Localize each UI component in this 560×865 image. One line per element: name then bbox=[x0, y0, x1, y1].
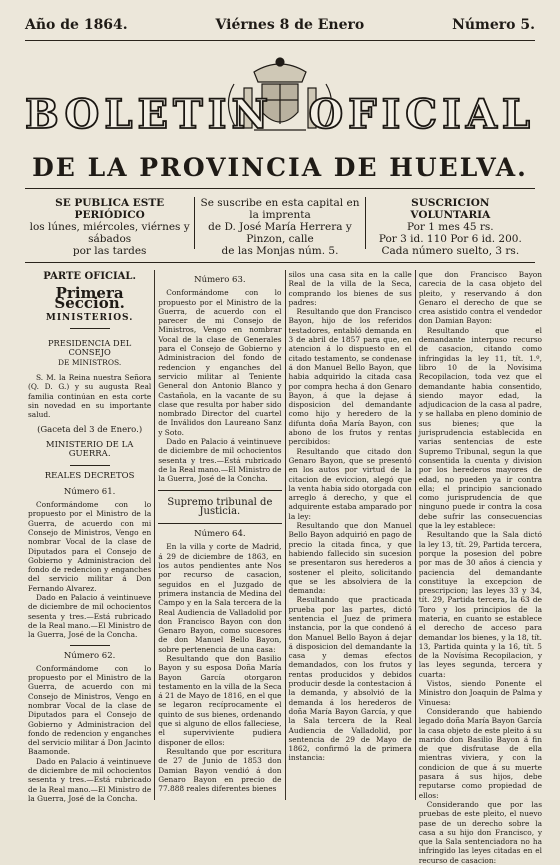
heading-ministerios: MINISTERIOS. bbox=[45, 312, 134, 323]
paragraph: En la villa y corte de Madrid, á 29 de diciembre de 1863, en los autos pendientes ante Nos por recurso de casacion, seguidos en el Juzgado de primera instancia de Medina del Campo y en la Sala tercera de la Real Audiencia de Valladolid por don Francisco Bayon con don Genaro Bayon, como sucesores de don Manuel Bello Bayon, sobre pertenencia de una casa: bbox=[158, 542, 282, 654]
paragraph: Considerando que por las pruebas de este pleito, el nuevo pase de un derecho sobre la casa a su hijo don Francisco, y que la Sala sentenciadora no ha infringido las leyes citadas en el recurso de casacion: bbox=[418, 799, 542, 865]
column-1 bbox=[25, 270, 154, 803]
header-date: Viérnes 8 de Enero bbox=[215, 17, 365, 33]
masthead bbox=[25, 88, 535, 140]
header-topline bbox=[25, 17, 535, 35]
header-number: Número 5. bbox=[452, 17, 535, 33]
paragraph: Conformándome con lo propuesto por el Ministro de la Guerra, de acuerdo con el parecer de mi Consejo de Ministros, Vengo en nombrar Vocal de la clase de Generales para el Consejo de Gobierno y Administracion del fondo de redencion y enganches del servicio militar al Teniente General don Antonio Blanco y Castañola, en la vacante de su clase que resulta por haber sido nombrado Director del cuartel de Inválidos don Laureano Sanz y Soto. bbox=[158, 288, 282, 437]
paragraph: Conformándome con lo propuesto por el Ministro de la Guerra, de acuerdo con mi Consejo de Ministros, Vengo en nombrar Vocal de la clase de Diputados para el Consejo de Gobierno y Administracion del fondo de redencion y enganches del servicio militar á Don Jacinto Baamonde. bbox=[28, 663, 152, 757]
decree-number: Número 61. bbox=[63, 486, 116, 497]
paragraph: Resultando que practicada prueba por las partes, dictó sentencia el Juez de primera instancia, por la que condenó á don Manuel Bello Bayon á dejar á disposicion del demandante la casa y demas efectos demandados, con los frutos y rentas producidos y debidos producir desde la contestacion á la demanda, y absolvió de la demanda á los herederos de doña María Bayon García, y que la Sala tercera de la Real Audiencia de Valladolid, por sentencia de 29 de Mayo de 1862, confirmó la de primera instancia: bbox=[288, 595, 412, 763]
divider bbox=[70, 328, 110, 329]
heading-reales-decretos: REALES DECRETOS bbox=[44, 471, 135, 482]
column-2 bbox=[154, 270, 284, 800]
paragraph: Dado en Palacio á veintinueve de diciembre de mil ochocientos sesenta y tres.—Está rubricado de la Real mano.—El Ministro de la Guerra, José de la Concha. bbox=[28, 593, 152, 640]
info-line: Se suscribe en esta capital en la imprenta bbox=[200, 197, 360, 221]
info-line: SUSCRICION VOLUNTARIA bbox=[410, 197, 491, 221]
masthead-title-right: OFICIAL bbox=[308, 90, 535, 138]
decree-number: Número 64. bbox=[194, 529, 246, 540]
heading-parte-oficial: PARTE OFICIAL. bbox=[43, 271, 136, 282]
paragraph: Resultando que citado don Genaro Bayon, que se presentó en los autos por virtud de la citacion de eviccion, alegó que la venta habia sido otorgada con arreglo á derecho, y que el adquirente estaba amparado por la ley: bbox=[288, 446, 412, 521]
publication-schedule bbox=[25, 197, 194, 257]
info-line: Por 1 mes 45 rs. bbox=[406, 221, 494, 233]
paragraph: S. M. la Reina nuestra Señora (Q. D. G.) y su augusta Real familia continúan en esta corte sin novedad en su importante salud. bbox=[28, 373, 152, 420]
gaceta-reference: (Gaceta del 3 de Enero.) bbox=[37, 424, 143, 435]
subscription-info bbox=[25, 197, 535, 257]
heading-presidencia: PRESIDENCIA DEL CONSEJO bbox=[47, 338, 132, 358]
divider bbox=[70, 465, 110, 466]
decree-number: Número 63. bbox=[194, 275, 246, 285]
paragraph: silos una casa sita en la calle Real de la villa de la Seca, comprando los bienes de sus padres: bbox=[288, 270, 412, 307]
info-line: SE PUBLICA ESTE PERIÓDICO bbox=[55, 197, 165, 221]
heading-primera-seccion: Primera Seccion. bbox=[54, 284, 125, 312]
info-line: de las Monjas núm. 5. bbox=[221, 245, 339, 257]
info-line: los lúnes, miércoles, viérnes y sábados bbox=[29, 221, 190, 245]
header-rule-bottom bbox=[25, 262, 535, 263]
info-line: de D. José María Herrera y Pinzon, calle bbox=[208, 221, 352, 245]
subscription-prices bbox=[365, 197, 535, 257]
header-rule-top bbox=[25, 40, 535, 41]
paragraph: que don Francisco Bayon carecia de la casa objeto del pleito, y reservando á don Genaro el derecho de que se crea asistido contra el vendedor don Damian Bayon: bbox=[418, 270, 542, 326]
paragraph: Resultando que don Manuel Bello Bayon adquirió en pago de precio la citada finca, y que habiendo fallecido sin sucesion se presentaron sus herederos a sostener el pleito, solicitando que se les absolviera de la demanda: bbox=[288, 521, 412, 596]
info-line: por las tardes bbox=[72, 245, 147, 257]
column-3 bbox=[285, 270, 415, 800]
header-year: Año de 1864. bbox=[25, 17, 128, 33]
section-box bbox=[158, 490, 281, 525]
paragraph: Resultando que por escritura de 27 de Junio de 1853 don Damian Bayon vendió á don Genaro Bayon en precio de 77.888 reales diferentes bienes bbox=[158, 746, 282, 794]
heading-de-ministros: DE MINISTROS. bbox=[58, 357, 122, 367]
header-rule-middle bbox=[25, 188, 535, 189]
article-columns bbox=[25, 270, 545, 865]
heading-supremo-tribunal: Supremo tribunal de Justicia. bbox=[167, 496, 273, 517]
paragraph: Resultando que la Sala dictó la ley 13, tít. 29, Partida tercera, porque la posesion del pobre por mas de 30 años á ciencia y paciencia del demandante constituye la excepcion de prescripcion; las leyes 33 y 34, tít. 29, Partida tercera, la 63 de Toro y los principios de la materia, en cuanto se establece el derecho de acceso para demandar los bienes, y la 18, tít. 13, Partida quinta y la 16, tít. 5 de la Novísima Recopilacion, y las leyes segunda, tercera y cuarta: bbox=[418, 530, 542, 679]
column-4 bbox=[415, 270, 545, 865]
subscription-location bbox=[194, 197, 364, 257]
masthead-title-left: BOLETIN bbox=[25, 90, 274, 138]
paragraph: Dado en Palacio á veintinueve de diciembre de mil ochocientos sesenta y tres.—Está rubricado de la Real mano.—El Ministro de la Guerra, José de la Concha. bbox=[158, 437, 282, 484]
paragraph: Resultando que don Basilio Bayon y su esposa Doña María Bayon García otorgaron testamento en la villa de la Seca á 21 de Mayo de 1816, en el que se legaron recíprocamente el quinto de sus bienes, ordenando que si alguno de ellos falleciese, el superviviente pudiera disponer de ellos: bbox=[158, 653, 282, 747]
info-line: Cada número suelto, 3 rs. bbox=[381, 245, 520, 257]
info-line: Por 3 id. 110 Por 6 id. 200. bbox=[378, 233, 522, 245]
decree-number: Número 62. bbox=[63, 650, 116, 661]
paragraph: Conformándome con lo propuesto por el Ministro de la Guerra, de acuerdo con mi Consejo de Ministros, Vengo en nombrar Vocal de la clase de Diputados para el Consejo de Gobierno y Administracion del fondo de redencion y enganches del servicio militar á Don Fernando Alvarez. bbox=[28, 500, 152, 593]
heading-ministerio-guerra: MINISTERIO DE LA GUERRA. bbox=[45, 439, 134, 460]
province-title: DE LA PROVINCIA DE HUELVA. bbox=[32, 153, 528, 182]
paragraph: Dado en Palacio á veintinueve de diciembre de mil ochocientos sesenta y tres.—Está rubricado de la Real mano.—El Ministro de la Guerra, José de la Concha. bbox=[28, 756, 152, 803]
paragraph: Resultando que don Francisco Bayon, hijo de los referidos testadores, entabló demanda en 3 de abril de 1857 para que, en atencion á lo dispuesto en el citado testamento, se condenase á don Manuel Bello Bayon, que habia adquirido la citada casa por compra hecha á don Genaro Bayon, á que la dejase á disposicion del demandante como hijo y heredero de la difunta doña María Bayon, con abono de los frutos y rentas percibidos: bbox=[288, 307, 412, 447]
divider bbox=[70, 645, 110, 646]
paragraph: Considerando que habiendo legado doña María Bayon García la casa objeto de este pleito á su marido don Basilio Bayon á fin de que disfrutase de ella mientras viviera, y con la condicion de que á su muerte pasara á sus hijos, debe reputarse como propiedad de ellos: bbox=[418, 706, 542, 800]
paragraph: Vistos, siendo Ponente el Ministro don Joaquin de Palma y Vinuesa: bbox=[418, 679, 542, 707]
paragraph: Resultando que el demandante interpuso recurso de casacion, citando como infringidas la ley 11, tít. 1.º, libro 10 de la Novísima Recopilacion, toda vez que el demandante habia consentido, siendo mayor edad, la adjudicacion de la casa al padre, y se hallaba en pleno dominio de sus bienes; que la jurisprudencia establecida en varias sentencias de este Supremo Tribunal, segun la que consentida la cuenta y division por los herederos mayores de edad, no pueden ya ir contra ella; el principio sancionado como jurisprudencia de que ninguno puede ir contra la cosa debe sufrir las consecuencias que la ley establece: bbox=[418, 325, 542, 531]
